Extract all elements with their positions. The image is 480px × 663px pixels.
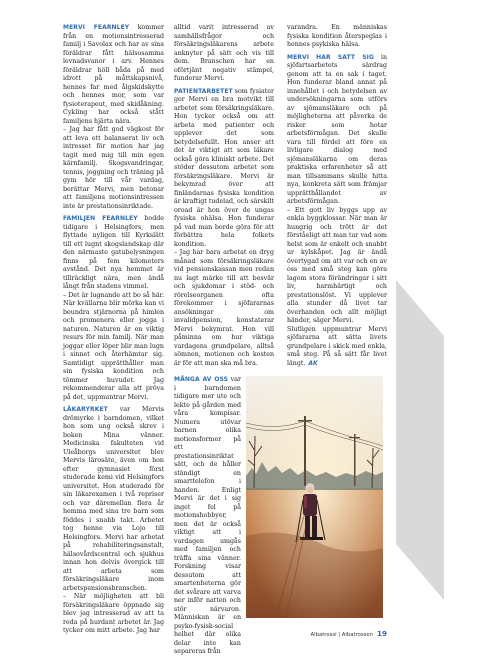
lead-in-heading: MERVI FEARNLEY [63, 24, 130, 31]
paragraph: – När möjligheten att bli försäkringsläkare öppnade sig blev jag intresserad av att ta reda på hurdant arbetet är. Jag tycker om mitt arbete. Jag har [63, 593, 164, 634]
body-text: som fysiater ger Mervi en bra motvikt till arbetet som försäkringsläkare. Hon tycker också om att arbeta med patienter och upplever det som betydelsefullt. Hon anser att det är viktigt att som läkare också göra kliniskt arbete. Det stöder dessutom arbetet som försäkringsläkare. Mervi är bekymrad över att finländarnas fysiska kondition är kraftigt tudelad, och särskilt oroad är hon över de ungas fysiska ohälsa. Hon funderar på vad man borde göra för att förbättra hela folkets kondition. [174, 87, 274, 248]
body-text: in sjöfartsarbetets särdrag genom att ta en sak i taget. Hon funderar bland annat på innehållet i och betydelsen av undersökningarna som utförs av sjömansläkare och på möjligheterna att påverka de risker som hotar arbetsförmågan. Det skulle vara till fördel att före en livligare dialog med sjömansläkarna om deras praktiska erfarenheter så att man tillsammans skulle hitta nya, konkreta sätt som främjar upprätthållandet av arbetsförmågan. [287, 53, 387, 205]
article-column-3 [287, 24, 387, 368]
page-number: 19 [376, 629, 387, 638]
paragraph [174, 376, 241, 657]
lead-in-heading: MERVI HAR SATT SIG [287, 53, 374, 61]
author-end-mark: AK [308, 359, 318, 367]
photo-illustration [246, 376, 383, 618]
body-text: Slutligen uppmuntrar Mervi sjöfararna att sätta livets grundpelare i skick med enkla, små steg. På så sätt får livet längt. [287, 325, 387, 367]
paragraph [287, 326, 387, 369]
lead-in-heading: MÅNGA AV OSS [174, 376, 229, 383]
body-text: kommer från en motionsintresserad familj i Savolax och har av sina föräldrar fått hälsosamma levnadsvanor i arv. Hennes föräldrar höll båda på med idrott på måttskapsnivå, hennes far med ålgskidskytte och hennes mor, som var fysioterapeut, med skidåkning. Cykling har också stått familjens hjärta nära. [63, 24, 164, 125]
body-text: var i barndomen tidigare mer ute och lekte på gården med våra kompisar. Numera utövar barnen olika motionsformer på ett prestationsinriktat sätt, och de håller ständigt en smarttelefon i handen. Enligt Mervi är det i sig inget fel på motionshobbyer, men det är också viktigt att i vardagen umgås med familjen och träffa sina vänner. Forskning visar dessutom att smartenheterna gör det svårare att varva ner inför natten och stör närvaron. Människan är en psyko-fysisk-social helhet där olika delar inte kan separeras från [174, 376, 241, 655]
paragraph [63, 215, 164, 292]
paragraph [63, 24, 164, 126]
winter-photo-child-skiing [246, 376, 383, 618]
body-text: var Mervis drömyrke i barndomen, vilket hon som ung också skrev i boken Mina vänner. Medicinska fakulteten vid Uleåborgs universitet blev Mervis lärosäte, även om hon efter gymnasiet först studerade kemi vid Helsingfors universitet. Hon studerade för sin läkarexamen i två repriser och var däremellan flera år hemma med sina tre barn som föddes i snabb takt. Arbetet tog henne via Lojo till Helsingfors. Mervi har arbetat på rehabiliteringsanstalt, hälsovårdscentral och sjukhus innan hon delvis övergick till att arbeta som försäkringsläkare inom arbetspensionsbranschen. [63, 406, 164, 592]
paragraph: – Ett gott liv byggs upp av enkla byggklossar. När man är hungrig och trött är det förståeligt att man tar vad som helst som är enkelt och snabbt ur kylskåpet. Jag är ändå övertygad om att var och en av oss med små steg kan göra lagom stora förändringar i sitt liv, barmhärtigt och prestationslöst. Vi upplever alla stunder då livet tar överhanden och allt möjligt händer, säger Mervi. [287, 206, 387, 324]
ribbon-graphic [396, 280, 444, 600]
lead-in-heading: FAMILJEN FEARNLEY [63, 215, 138, 222]
article-column-2 [174, 24, 274, 368]
paragraph: alltid varit intresserad av samhällsfrågor och försäkringsläkarens arbete anknyter på sätt och vis till dem. Branschen har en oförtjänt negativ stämpel, funderar Mervi. [174, 24, 274, 82]
body-text: bodde tidigare i Helsingfors, men flyttade nyligen till Kyrkslätt till ett lugnt skogslandskap där den närmaste gatubelysningen finns på fem kilometers avstånd. Det nya hemmet är tillräckligt nära, men ändå långt från stadens vimmel. [63, 215, 164, 290]
paragraph [174, 88, 274, 250]
paragraph [63, 406, 164, 593]
article-column-1 [63, 24, 164, 636]
magazine-name: Albatrossi | Albatrossen [310, 632, 373, 638]
decorative-ribbon [396, 280, 444, 600]
paragraph [287, 54, 387, 207]
page-footer [0, 629, 387, 638]
paragraph: – Jag har fått god vägkost för att leva ett balanserat liv och intresset för motion har jag tagit med mig till min egen kärnfamilj. Skogsvandringar, tennis, joggning och träning på gym hör till vår vardag, berättar Mervi, men betonar att familjens motionsintressen inte är prestationsinriktade. [63, 126, 164, 210]
paragraph: – Det är lugnande att bo så här. När kvällarna blir mörka kan vi beundra stjärnorna på himlen och promenera eller jogga i naturen. Naturen är en viktig resurs för min familj. När man joggar eller löper blir man lugn i sinnet och återhämtar sig. Samtidigt upprätthåller man sin fysiska kondition och tömmer huvudet. Jag rekommenderar alla att pröva på det, uppmuntrar Mervi. [63, 291, 164, 401]
lead-in-heading: PATIENTARBETET [174, 87, 233, 95]
paragraph: varandra. En människas fysiska kondition återspeglas i hennes psykiska hälsa. [287, 24, 387, 48]
article-column-2-lower [174, 376, 241, 657]
paragraph: – Jag har bara arbetat en dryg månad som försäkringsläkare vid pensionskassan men redan nu lagt märke till att besvär och sjukdomar i stöd- och rörelseorganen ofta förekommer i sjöfararnas ansökningar om invalidpension, konstaterar Mervi bekymrat. Hon vill påminna om hur viktiga vardagens grundpelare, alltså sömnen, motionen och kosten är för att man ska må bra. [174, 249, 274, 367]
lead-in-heading: LÄKARYRKET [63, 406, 108, 413]
